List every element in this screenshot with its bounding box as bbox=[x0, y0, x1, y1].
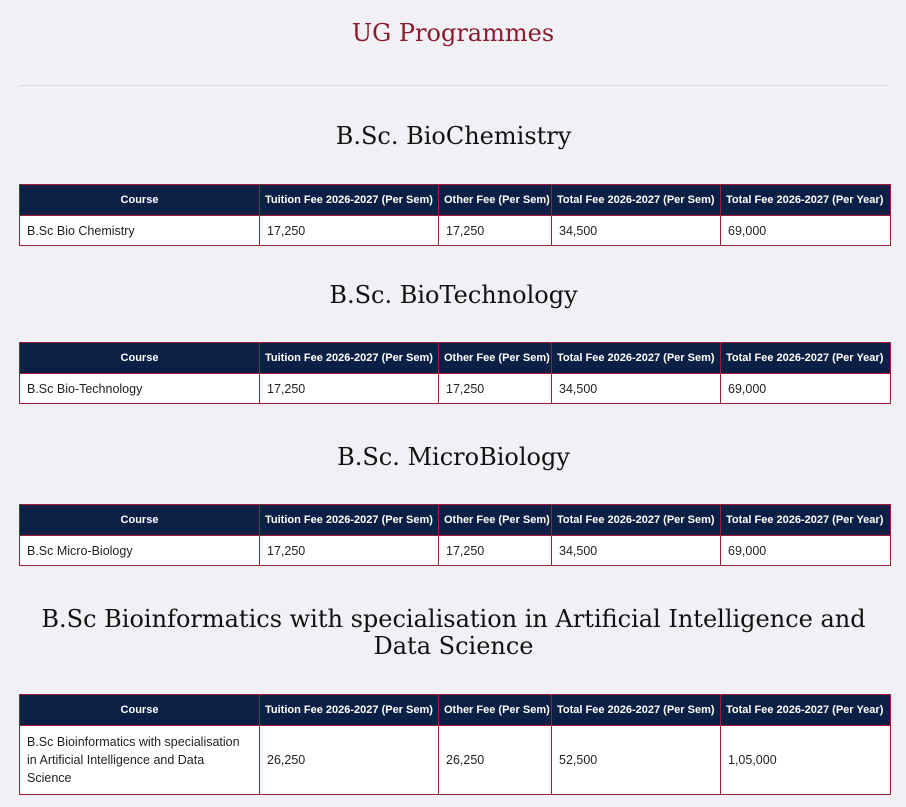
table-header-row bbox=[20, 505, 891, 536]
column-header-total-fee-year: Total Fee 2026-2027 (Per Year) bbox=[721, 695, 891, 726]
section-heading-microbiology: B.Sc. MicroBiology bbox=[337, 443, 570, 471]
column-header-other-fee: Other Fee (Per Sem) bbox=[439, 505, 552, 536]
column-header-other-fee: Other Fee (Per Sem) bbox=[439, 185, 552, 216]
fee-table-microbiology bbox=[19, 504, 891, 566]
column-header-tuition-fee: Tuition Fee 2026-2027 (Per Sem) bbox=[260, 343, 439, 374]
total-fee-year-cell: 69,000 bbox=[721, 374, 891, 404]
fee-table-biotechnology bbox=[19, 342, 891, 404]
section-heading-bioinformatics: B.Sc Bioinformatics with specialisation in Artificial Intelligence and Data Science bbox=[41, 605, 866, 660]
table-row bbox=[20, 374, 891, 404]
total-fee-year-cell: 1,05,000 bbox=[721, 726, 891, 795]
table-header-row bbox=[20, 343, 891, 374]
page-title: UG Programmes bbox=[351, 19, 555, 47]
total-fee-year-cell: 69,000 bbox=[721, 216, 891, 246]
column-header-total-fee-sem: Total Fee 2026-2027 (Per Sem) bbox=[552, 185, 721, 216]
divider bbox=[19, 85, 888, 86]
column-header-total-fee-sem: Total Fee 2026-2027 (Per Sem) bbox=[552, 343, 721, 374]
column-header-other-fee: Other Fee (Per Sem) bbox=[439, 343, 552, 374]
column-header-tuition-fee: Tuition Fee 2026-2027 (Per Sem) bbox=[260, 505, 439, 536]
column-header-tuition-fee: Tuition Fee 2026-2027 (Per Sem) bbox=[260, 185, 439, 216]
column-header-tuition-fee: Tuition Fee 2026-2027 (Per Sem) bbox=[260, 695, 439, 726]
other-fee-cell: 17,250 bbox=[439, 536, 552, 566]
tuition-fee-cell: 17,250 bbox=[260, 536, 439, 566]
course-cell: B.Sc Bio-Technology bbox=[20, 374, 260, 404]
other-fee-cell: 26,250 bbox=[439, 726, 552, 795]
tuition-fee-cell: 17,250 bbox=[260, 216, 439, 246]
column-header-course: Course bbox=[20, 695, 260, 726]
column-header-other-fee: Other Fee (Per Sem) bbox=[439, 695, 552, 726]
column-header-course: Course bbox=[20, 185, 260, 216]
column-header-total-fee-year: Total Fee 2026-2027 (Per Year) bbox=[721, 185, 891, 216]
table-row bbox=[20, 726, 891, 795]
other-fee-cell: 17,250 bbox=[439, 374, 552, 404]
table-header-row bbox=[20, 185, 891, 216]
column-header-course: Course bbox=[20, 343, 260, 374]
total-fee-sem-cell: 52,500 bbox=[552, 726, 721, 795]
other-fee-cell: 17,250 bbox=[439, 216, 552, 246]
course-cell: B.Sc Bio Chemistry bbox=[20, 216, 260, 246]
total-fee-sem-cell: 34,500 bbox=[552, 374, 721, 404]
table-row bbox=[20, 536, 891, 566]
fee-table-biochemistry bbox=[19, 184, 891, 246]
tuition-fee-cell: 17,250 bbox=[260, 374, 439, 404]
tuition-fee-cell: 26,250 bbox=[260, 726, 439, 795]
total-fee-sem-cell: 34,500 bbox=[552, 536, 721, 566]
total-fee-sem-cell: 34,500 bbox=[552, 216, 721, 246]
fee-table-bioinformatics bbox=[19, 694, 891, 795]
column-header-total-fee-sem: Total Fee 2026-2027 (Per Sem) bbox=[552, 505, 721, 536]
section-heading-biochemistry: B.Sc. BioChemistry bbox=[335, 122, 572, 150]
column-header-total-fee-sem: Total Fee 2026-2027 (Per Sem) bbox=[552, 695, 721, 726]
course-cell: B.Sc Micro-Biology bbox=[20, 536, 260, 566]
total-fee-year-cell: 69,000 bbox=[721, 536, 891, 566]
course-cell: B.Sc Bioinformatics with specialisation in Artificial Intelligence and Data Science bbox=[20, 726, 260, 795]
column-header-course: Course bbox=[20, 505, 260, 536]
column-header-total-fee-year: Total Fee 2026-2027 (Per Year) bbox=[721, 505, 891, 536]
section-heading-biotechnology: B.Sc. BioTechnology bbox=[329, 281, 578, 309]
table-header-row bbox=[20, 695, 891, 726]
column-header-total-fee-year: Total Fee 2026-2027 (Per Year) bbox=[721, 343, 891, 374]
table-row bbox=[20, 216, 891, 246]
